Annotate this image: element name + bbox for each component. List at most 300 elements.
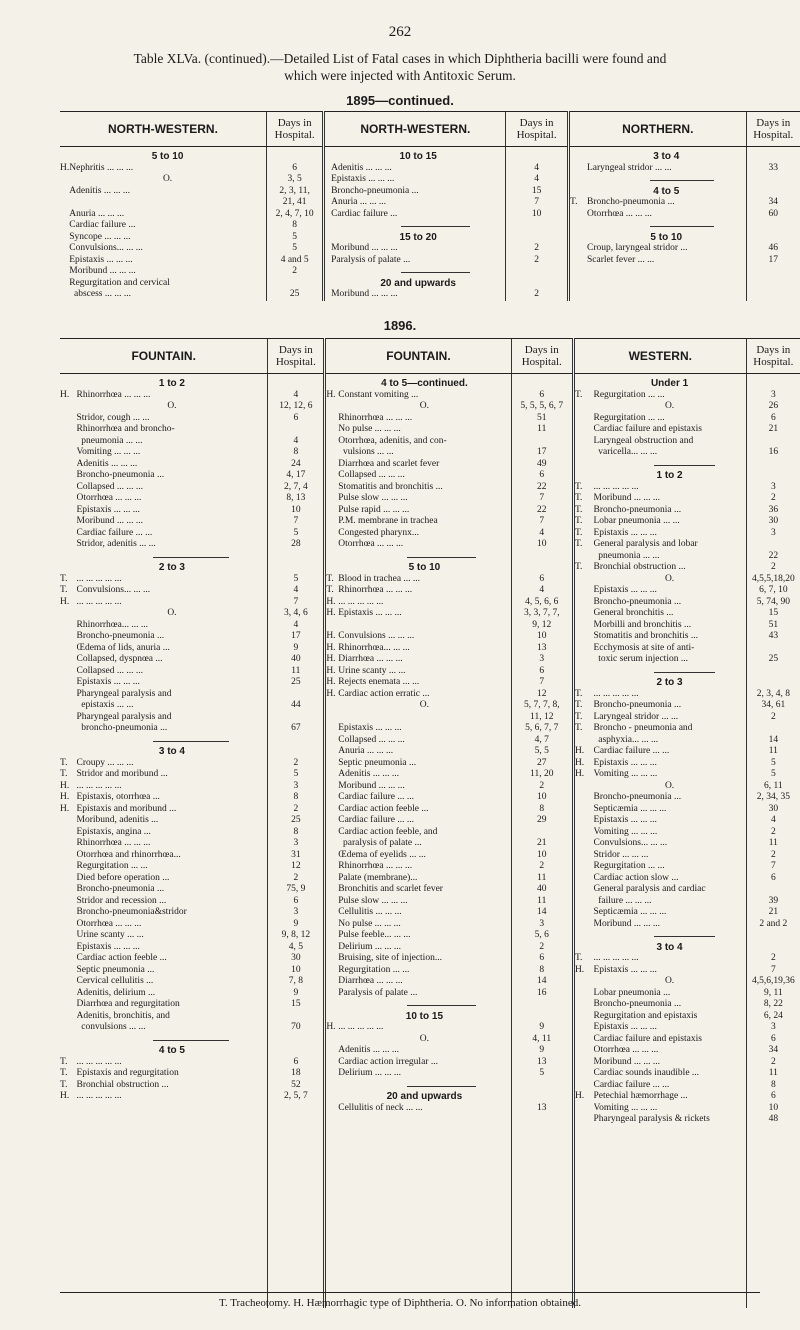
cause-of-death: Bronchial obstruction ... (593, 562, 686, 572)
footer-rule (60, 1292, 760, 1293)
cause-of-death: Stomatitis and bronchitis ... (338, 481, 443, 492)
days-value: 30 (768, 803, 779, 814)
cause-of-death: Regurgitation ... ... (338, 964, 410, 975)
cause-of-death: Regurgitation and cervical (69, 277, 170, 288)
days-value: 5 (770, 757, 776, 768)
cause-of-death: Epistaxis, otorrhœa ... (76, 792, 160, 802)
days-value: 4, 17 (286, 470, 306, 480)
cause-of-death: Vomiting ... ... ... (593, 826, 658, 837)
cause-column (587, 147, 746, 302)
days-value: 13 (537, 1102, 547, 1113)
days-value: 24 (291, 458, 301, 469)
cause-of-death: Delirium ... ... ... (338, 1068, 402, 1078)
days-value: 36 (768, 504, 779, 515)
age-range-heading: 15 to 20 (399, 231, 437, 243)
case-type-marker: T. (60, 585, 68, 595)
days-value: 3 (770, 389, 776, 400)
days-value: 27 (537, 757, 547, 768)
cause-of-death: Syncope ... ... ... (69, 231, 131, 242)
cause-of-death: Cardiac failure ... ... (338, 792, 414, 802)
days-value: 5, 6, 7, 7 (525, 723, 559, 733)
days-value: 7 (293, 516, 299, 526)
days-value: 4 (770, 815, 776, 825)
days-value: 8 (293, 447, 299, 457)
days-value: 5, 5, 5, 6, 7 (520, 401, 564, 411)
days-value: 11 (291, 665, 301, 676)
age-range-heading: 3 to 4 (158, 746, 185, 757)
days-value: 2 (539, 780, 545, 791)
days-value: 6 (293, 1056, 299, 1067)
cause-column (331, 147, 506, 302)
cause-of-death: Cervical cellulitis ... (76, 976, 154, 986)
cause-of-death: Epistaxis ... ... ... (76, 504, 140, 515)
cause-of-death: ... ... ... ... ... (593, 953, 639, 963)
days-value (268, 424, 323, 436)
days-value: 51 (537, 412, 547, 423)
days-value: 2 (293, 803, 299, 814)
cause-of-death: Adenitis ... ... ... (338, 1045, 399, 1055)
case-type-marker: H. (60, 792, 70, 802)
cause-of-death: Œdema of lids, anuria ... (76, 642, 170, 653)
cause-of-death: Cardiac action slow ... (593, 872, 679, 883)
cause-of-death: General paralysis and lobar (593, 539, 698, 549)
days-in-hospital-header: Days in Hospital. (746, 112, 800, 147)
cause-of-death: Convulsions ... ... ... (338, 631, 415, 641)
cause-of-death: Stomatitis and bronchitis ... (593, 631, 698, 641)
cause-of-death: pneumonia ... ... (76, 435, 143, 446)
cause-of-death: Laryngeal stridor ... ... (587, 162, 672, 173)
days-value: 5 (292, 243, 298, 253)
cause-of-death: Septic pneumonia ... (76, 964, 155, 975)
cause-of-death: Otorrhœa ... ... ... (593, 1045, 659, 1055)
days-value: 52 (291, 1079, 301, 1090)
days-value: 3 (770, 1022, 776, 1032)
case-type-marker: H. (326, 1022, 336, 1032)
cause-of-death: Cardiac failure and epistaxis (593, 1033, 702, 1044)
section-divider (594, 459, 746, 471)
cause-of-death: Morbilli and bronchitis ... (593, 619, 692, 630)
cause-of-death: Cellulitis of neck ... ... (338, 1102, 423, 1113)
table-title-line-2: which were injected with Antitoxic Serum. (284, 68, 516, 83)
days-value: 8 (293, 792, 299, 802)
case-type-marker: T. (60, 1068, 68, 1078)
column-header: NORTHERN. (568, 112, 746, 147)
cause-of-death: P.M. membrane in trachea (338, 516, 438, 526)
days-value (267, 278, 323, 290)
days-value: 4 and 5 (280, 254, 309, 265)
days-value: 2 and 2 (759, 918, 788, 929)
cause-of-death: Palate (membrane)... (338, 872, 418, 883)
case-type-marker: T. (574, 562, 583, 572)
cause-of-death: Pharyngeal paralysis & rickets (593, 1114, 710, 1124)
cause-of-death: Bronchial obstruction ... (76, 1079, 169, 1090)
days-value: 6 (539, 953, 545, 963)
cause-of-death: Collapsed, dyspnœa ... (76, 654, 163, 664)
days-value: 4, 11 (532, 1033, 552, 1044)
cause-of-death: Cardiac action feeble, and (338, 826, 438, 837)
days-value: 25 (291, 815, 301, 825)
case-type-marker: T. (574, 389, 583, 400)
case-type-marker: T. (569, 197, 578, 207)
days-value: 40 (537, 884, 547, 894)
cause-of-death: Stridor ... ... ... (593, 849, 649, 860)
days-value: 6 (539, 573, 545, 584)
days-value: 16 (768, 447, 779, 457)
cause-of-death: Constant vomiting ... (338, 389, 419, 400)
days-value: 2 (770, 849, 776, 860)
days-value: 6 (293, 895, 299, 906)
cause-of-death: Epistaxis ... ... ... (593, 964, 657, 975)
cause-of-death: Cardiac failure and epistaxis (593, 424, 702, 434)
days-value: 10 (537, 631, 547, 641)
days-value: 10 (537, 539, 547, 549)
cause-of-death: Epistaxis ... ... ... (593, 585, 657, 595)
days-value: 7 (539, 516, 545, 526)
days-value: 6, 24 (763, 1010, 783, 1021)
days-value: 12 (537, 688, 547, 699)
column-header: FOUNTAIN. (325, 339, 511, 374)
case-type-marker: T. (60, 573, 68, 584)
case-type-marker: H. (60, 162, 70, 173)
days-value: 21 (537, 838, 547, 848)
cause-of-death: Lobar pneumonia ... (593, 987, 671, 998)
days-value: 10 (531, 208, 542, 219)
case-type-marker: T. (326, 585, 334, 595)
cause-of-death: Septic pneumonia ... (338, 757, 417, 768)
cause-of-death: Croupy ... ... ... (76, 757, 134, 768)
cause-of-death: Cellulitis ... ... ... (338, 907, 402, 917)
cause-of-death (69, 197, 266, 209)
days-value: 3 (770, 527, 776, 538)
days-value: 7 (534, 197, 539, 207)
cause-of-death: Congested pharynx... (338, 527, 419, 538)
cause-of-death: Stridor and moribund ... (76, 769, 168, 779)
page-number: 262 (388, 24, 412, 40)
cause-of-death: Regurgitation ... ... (76, 861, 148, 871)
days-value: 4 (293, 435, 299, 446)
case-type-marker: H. (326, 608, 336, 618)
days-value: 2, 3, 4, 8 (756, 688, 790, 699)
days-value: 70 (291, 1022, 301, 1032)
year-heading-1895: 1895—continued. (346, 93, 454, 108)
cause-of-death: O. (167, 401, 177, 411)
case-type-marker: H. (326, 688, 336, 699)
case-type-marker: H. (574, 746, 585, 756)
days-value: 14 (768, 734, 779, 745)
cause-of-death: Paralysis of palate ... (338, 987, 418, 998)
cause-of-death: O. (419, 1033, 430, 1044)
age-range-heading: 10 to 15 (399, 151, 437, 162)
table-title-line-1: Table XLVa. (continued).—Detailed List of Fatal cases in which Diphtheria bacilli were found and (133, 51, 667, 66)
cause-of-death: Œdema of eyelids ... ... (338, 849, 426, 860)
case-type-marker: T. (574, 700, 583, 710)
days-value: 12, 12, 6 (279, 401, 313, 411)
cause-of-death: O. (664, 780, 675, 791)
days-value: 49 (537, 458, 547, 469)
days-value: 67 (291, 723, 301, 733)
cause-of-death: Broncho-pneumonia ... (593, 700, 682, 710)
days-value: 21 (768, 907, 779, 917)
cause-of-death: Cardiac sounds inaudible ... (593, 1068, 700, 1078)
days-value: 2, 34, 35 (756, 792, 790, 802)
cause-of-death: Otorrhœa and rhinorrhœa... (76, 849, 181, 860)
days-value: 22 (537, 481, 547, 492)
days-value: 9 (539, 1022, 545, 1032)
days-value: 30 (291, 953, 301, 963)
cause-of-death: Petechial hæmorrhage ... (593, 1091, 688, 1101)
case-type-marker: T. (574, 504, 583, 515)
days-value: 11 (768, 838, 778, 848)
days-value (747, 723, 800, 735)
section-divider (77, 551, 268, 563)
cause-of-death: ... ... ... ... ... (76, 1056, 122, 1067)
cause-of-death: Convulsions... ... ... (593, 838, 668, 848)
days-value: 22 (537, 504, 547, 515)
cause-column (338, 374, 511, 1309)
cause-of-death: Pharyngeal paralysis and (76, 688, 172, 699)
days-value: 7 (539, 677, 545, 687)
cause-of-death: Convulsions... ... ... (76, 585, 151, 595)
case-type-marker: H. (574, 1091, 585, 1101)
days-value: 9 (293, 987, 299, 998)
cause-of-death: O. (419, 700, 430, 710)
case-type-marker: H. (574, 757, 585, 768)
cause-of-death: Bronchitis and scarlet fever (338, 884, 443, 894)
cause-of-death: Adenitis, delirium ... (76, 987, 156, 998)
cause-of-death: Moribund ... ... ... (593, 1056, 660, 1067)
case-type-marker: H. (60, 780, 70, 791)
days-value: 2, 7, 4 (283, 481, 308, 492)
cause-of-death: Moribund ... ... ... (593, 493, 660, 503)
case-type-marker: H. (60, 389, 70, 400)
cause-of-death: Stridor and recession ... (76, 895, 167, 906)
days-value: 34 (768, 197, 778, 207)
case-type-marker: H. (60, 1091, 70, 1101)
cause-of-death: Diarrhœa and scarlet fever (338, 458, 440, 469)
age-range-heading: 5 to 10 (408, 562, 441, 573)
days-value: 11 (537, 424, 547, 434)
days-value: 5 (293, 527, 299, 538)
case-type-marker: H. (326, 677, 336, 687)
days-value: 5 (293, 573, 299, 584)
days-value: 7 (293, 596, 299, 607)
days-value: 3 (539, 654, 545, 664)
cause-of-death: Cardiac action irregular ... (338, 1056, 438, 1067)
case-type-marker: H. (326, 631, 336, 641)
days-value: 8, 13 (286, 493, 306, 503)
cause-of-death: Broncho-pneumonia ... (593, 792, 682, 802)
cause-of-death: Regurgitation ... ... (593, 412, 665, 423)
cause-of-death: Epistaxis ... ... ... (331, 174, 395, 184)
case-type-marker: T. (60, 1056, 68, 1067)
days-value: 5 (293, 769, 299, 779)
days-value (747, 436, 800, 448)
days-value: 10 (537, 849, 547, 860)
cause-of-death: Epistaxis ... ... ... (593, 815, 657, 825)
days-value: 13 (537, 1056, 547, 1067)
case-type-marker: T. (574, 953, 583, 963)
cause-of-death: Moribund ... ... ... (331, 243, 398, 253)
cause-of-death: ... ... ... ... ... (76, 596, 122, 607)
cause-of-death: O. (664, 401, 675, 411)
cause-of-death: Otorrhœa ... ... ... (587, 208, 652, 219)
days-value: 31 (291, 849, 301, 860)
cause-of-death: General paralysis and cardiac (593, 884, 706, 894)
section-divider (338, 999, 510, 1011)
cause-of-death: Rhinorrhœa... ... ... (76, 619, 149, 630)
cause-of-death: Anuria ... ... ... (331, 197, 386, 207)
days-value: 2 (292, 266, 298, 276)
days-value: 6, 11 (763, 780, 783, 791)
days-in-hospital-header: Days in Hospital. (746, 339, 800, 374)
case-type-marker: H. (574, 769, 585, 779)
cause-of-death: Otorrhœa ... ... ... (76, 493, 142, 503)
cause-of-death: Collapsed ... ... ... (76, 665, 143, 676)
cause-of-death: Epistaxis and moribund ... (76, 803, 177, 814)
days-column (511, 374, 573, 1309)
cause-of-death: Convulsions... ... ... (69, 243, 143, 253)
cause-of-death: Collapsed ... ... ... (338, 734, 405, 745)
cause-of-death: Adenitis ... ... ... (338, 769, 399, 779)
days-value: 15 (531, 185, 542, 196)
days-value: 21 (768, 424, 779, 434)
days-value: 34, 61 (761, 700, 786, 710)
days-value: 4 (293, 389, 299, 400)
days-value: 2 (539, 861, 545, 871)
days-value: 8 (539, 803, 545, 814)
cause-of-death: Diarrhœa and regurgitation (76, 999, 180, 1009)
days-column (506, 147, 569, 302)
age-range-heading: 2 to 3 (656, 677, 683, 688)
cause-of-death: Moribund ... ... ... (593, 918, 660, 929)
case-type-marker: T. (574, 711, 583, 722)
cause-of-death: Adenitis ... ... ... (331, 162, 392, 173)
days-value: 6, 7, 10 (759, 585, 788, 595)
days-value: 43 (768, 631, 779, 641)
days-value: 29 (537, 815, 547, 825)
cause-of-death: Stridor, cough ... ... (76, 412, 150, 423)
case-marker-column (324, 147, 331, 302)
days-value: 11, 12 (530, 711, 554, 722)
section-divider (77, 735, 268, 747)
cause-of-death: failure ... ... ... (593, 895, 652, 906)
days-value: 25 (289, 289, 300, 299)
days-value: 2, 4, 7, 10 (275, 208, 314, 219)
column-header: NORTH-WESTERN. (60, 112, 266, 147)
cause-of-death: Otorrhœa ... ... ... (76, 918, 142, 929)
year-heading-1896: 1896. (383, 318, 417, 333)
days-value: 2 (293, 757, 299, 768)
days-value: 48 (768, 1114, 779, 1124)
age-range-heading: 5 to 10 (650, 231, 683, 243)
days-value: 2, 5, 7 (283, 1091, 308, 1101)
days-value: 8 (539, 964, 545, 975)
section-divider (77, 1034, 268, 1046)
days-value: 40 (291, 654, 301, 664)
days-value: 15 (291, 999, 301, 1009)
cause-of-death: Collapsed ... ... ... (76, 481, 143, 492)
cause-of-death: Urine scanty ... ... (76, 930, 144, 940)
cause-of-death: Cardiac action feeble ... (338, 803, 429, 814)
cause-of-death: Scarlet fever ... ... (587, 254, 655, 265)
days-value: 3, 5 (287, 174, 302, 184)
cause-of-death: Ecchymosis at site of anti- (593, 642, 695, 653)
days-value: 3 (293, 780, 299, 791)
days-value: 6 (539, 665, 545, 676)
cause-of-death: Rhinorrhœa ... ... ... (76, 838, 151, 848)
days-value: 10 (768, 1102, 779, 1113)
days-value: 11 (537, 895, 547, 906)
days-value: 2 (770, 826, 776, 837)
case-marker-column (568, 147, 587, 302)
age-range-heading: 5 to 10 (151, 151, 184, 162)
cause-of-death: Moribund, adenitis ... (76, 815, 159, 825)
cause-of-death: Died before operation ... (76, 872, 170, 883)
section-divider (594, 666, 746, 678)
cause-of-death: Adenitis ... ... ... (69, 185, 130, 196)
days-value: 6 (770, 1033, 776, 1044)
cause-of-death: Cardiac failure ... ... (76, 527, 153, 538)
days-value: 21, 41 (282, 197, 307, 207)
days-value: 10 (537, 792, 547, 802)
column-header: NORTH-WESTERN. (324, 112, 506, 147)
cause-of-death: Diarrhœa ... ... ... (338, 654, 403, 664)
cause-of-death (338, 712, 510, 724)
cause-of-death: Rhinorrhœa ... ... ... (338, 861, 413, 871)
days-value: 34 (768, 1045, 779, 1055)
cause-of-death: Pulse slow ... ... ... (338, 895, 408, 906)
cause-of-death: Moribund ... ... ... (69, 266, 136, 276)
cause-of-death: Rhinorrhœa and broncho- (76, 424, 175, 434)
cause-of-death: Adenitis ... ... ... (76, 458, 138, 469)
days-value: 3 (293, 907, 299, 917)
cause-of-death: Collapsed ... ... ... (338, 470, 405, 480)
days-value: 3, 4, 6 (283, 608, 308, 618)
case-type-marker: H. (326, 596, 336, 607)
days-value: 46 (768, 243, 778, 253)
cause-of-death: ... ... ... ... ... (338, 596, 384, 607)
cause-of-death: Cardiac failure ... ... (593, 1079, 670, 1090)
cause-of-death: Broncho-pneumonia ... (76, 470, 165, 480)
days-value: 5, 5 (534, 746, 549, 756)
days-value: 11 (768, 746, 778, 756)
days-value: 17 (768, 254, 778, 265)
days-value: 7 (770, 861, 776, 871)
cause-of-death: General bronchitis ... (593, 608, 674, 618)
cause-of-death: Broncho-pneumonia ... (593, 999, 682, 1009)
cause-of-death: Cardiac action erratic ... (338, 688, 430, 699)
days-value: 75, 9 (286, 884, 306, 894)
cause-of-death: Otorrhœa ... ... ... (338, 539, 404, 549)
cause-of-death: Epistaxis and regurgitation (76, 1068, 179, 1078)
cause-of-death: Cardiac failure ... (331, 208, 398, 219)
days-value: 4,5,5,18,20 (751, 573, 795, 584)
days-value: 9 (293, 918, 299, 929)
days-value: 60 (768, 208, 778, 219)
days-value: 5 (770, 769, 776, 779)
days-value: 7, 8 (288, 976, 303, 986)
days-value: 25 (768, 654, 779, 664)
days-value: 28 (291, 539, 301, 549)
cause-of-death: Pulse rapid ... ... ... (338, 504, 410, 515)
days-value: 4,5,6,19,36 (751, 976, 795, 986)
cause-of-death (338, 620, 510, 632)
days-value: 4 (534, 162, 539, 173)
days-value: 14 (537, 976, 547, 986)
days-value: 14 (537, 907, 547, 917)
section-divider (594, 930, 746, 942)
days-value: 4, 7 (534, 734, 549, 745)
